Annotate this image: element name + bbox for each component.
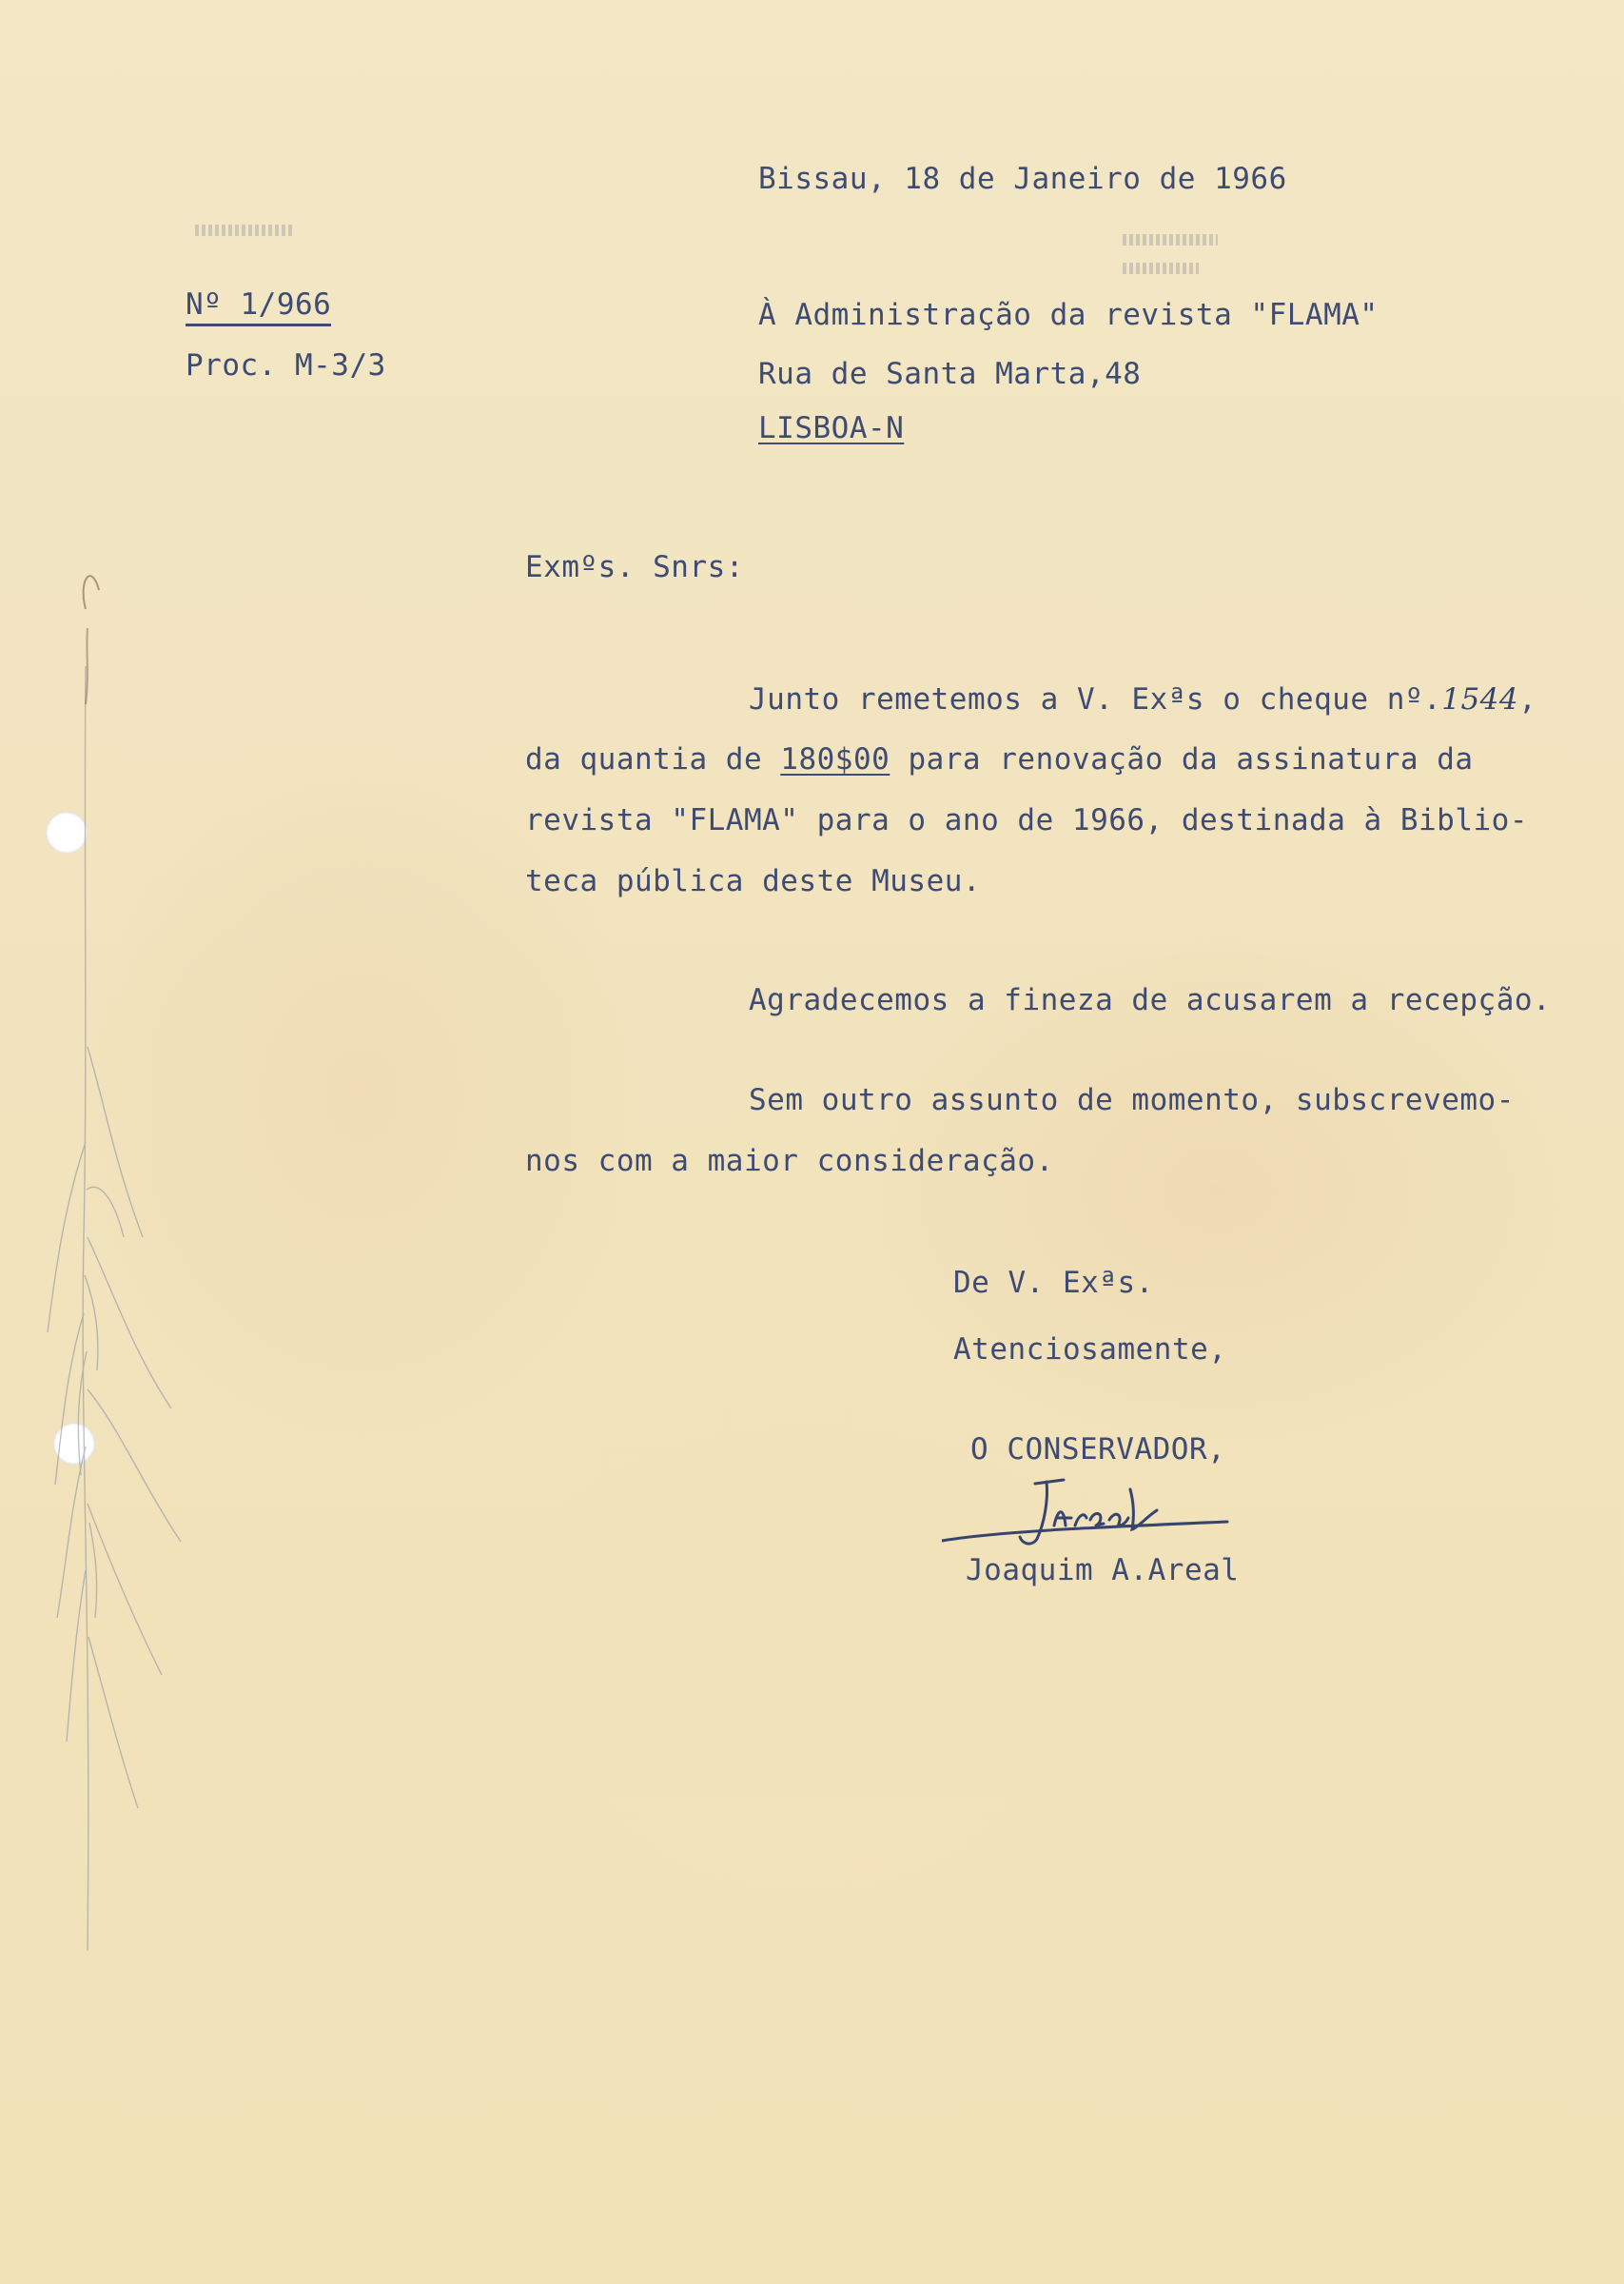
recipient-line-1: À Administração da revista "FLAMA" (758, 298, 1379, 332)
body-paragraph-1-line-2 (525, 742, 1474, 777)
edge-stain-marks (29, 571, 200, 1998)
date-line: Bissau, 18 de Janeiro de 1966 (758, 162, 1287, 196)
body-text: para renovação da assinatura da (890, 742, 1474, 777)
handwritten-signature (942, 1470, 1265, 1556)
faint-stamp-mark (1123, 234, 1218, 246)
recipient-line-2: Rua de Santa Marta,48 (758, 357, 1142, 391)
process-number: Proc. M-3/3 (186, 348, 386, 383)
body-paragraph-2: Agradecemos a fineza de acusarem a recepção. (749, 983, 1552, 1017)
reference-number-text: Nº 1/966 (186, 287, 331, 326)
closing-line-2: Atenciosamente, (953, 1332, 1227, 1367)
body-paragraph-3-line-2: nos com a maior consideração. (525, 1144, 1054, 1178)
body-paragraph-3-line-1: Sem outro assunto de momento, subscrevemo- (749, 1083, 1515, 1117)
amount: 180$00 (780, 742, 890, 777)
body-text: da quantia de (525, 742, 781, 777)
closing-line-1: De V. Exªs. (953, 1266, 1154, 1300)
cheque-number: 1544 (1441, 682, 1519, 717)
body-paragraph-1-line-3: revista "FLAMA" para o ano de 1966, destinada à Biblio- (525, 803, 1528, 837)
body-text: Junto remetemos a V. Exªs o cheque nº. (749, 682, 1442, 717)
body-paragraph-1-line-4: teca pública deste Museu. (525, 864, 982, 898)
signatory-name: Joaquim A.Areal (966, 1553, 1240, 1587)
faint-stamp-mark (195, 225, 295, 236)
signatory-title: O CONSERVADOR, (970, 1432, 1226, 1467)
salutation: Exmºs. Snrs: (525, 550, 744, 584)
body-paragraph-1-line-1 (749, 682, 1536, 717)
recipient-line-3: LISBOA-N (758, 411, 905, 445)
faint-stamp-mark (1123, 263, 1199, 274)
body-text: , (1518, 682, 1537, 717)
reference-number (186, 287, 331, 322)
